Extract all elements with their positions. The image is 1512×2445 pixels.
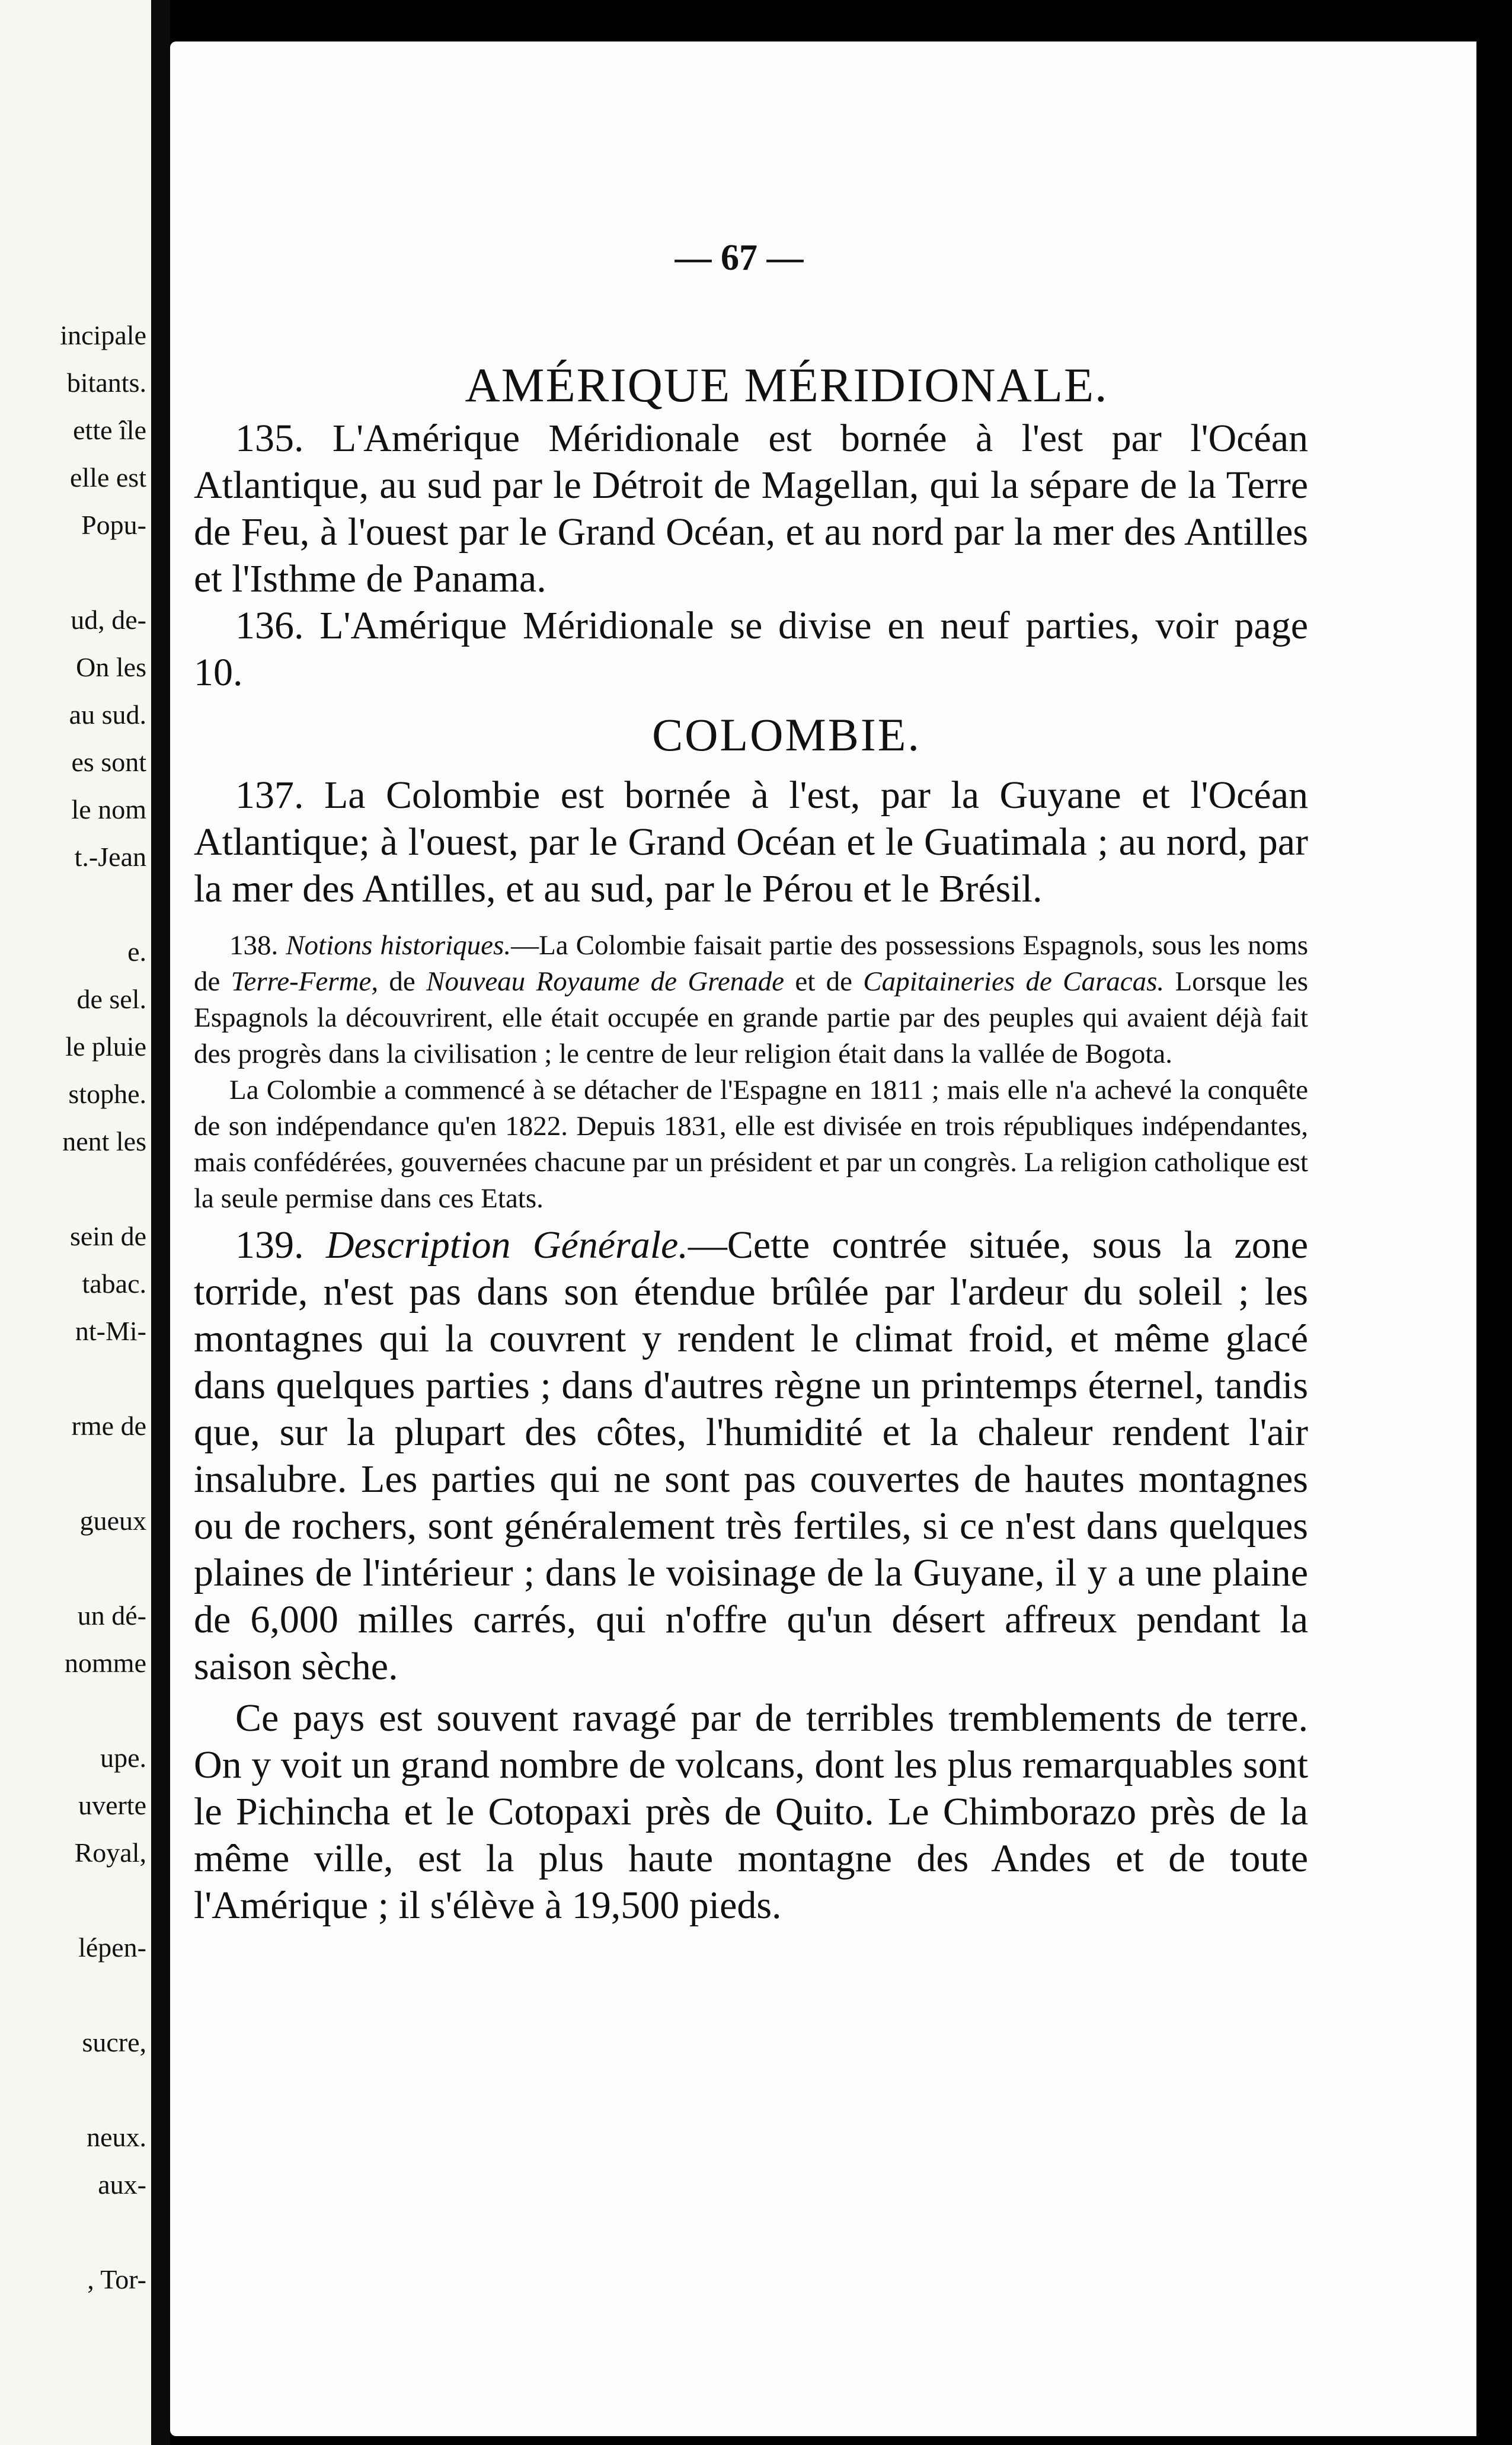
previous-page-line: es sont xyxy=(71,747,146,777)
previous-page-line: upe. xyxy=(100,1743,146,1773)
previous-page-line: bitants. xyxy=(66,367,146,398)
previous-page-line: nent les xyxy=(62,1126,146,1156)
paragraph-text: La Colombie a commencé à se détacher de l'Espagne en 1811 ; mais elle n'a achevé la conquête de son indépendance qu'en 1822. Depuis 1831, elle est divisée en trois républiques indépendantes, mais confédérées, gouvernées chacune par un président et par un congrès. La religion catholique est la seule permise dans ces Etats. xyxy=(194,1075,1308,1214)
paragraph-title: Description Générale. xyxy=(325,1223,688,1267)
previous-page-line: sucre, xyxy=(82,2027,146,2057)
paragraph-text: La Colombie est bornée à l'est, par la Guyane et l'Océan Atlantique; à l'ouest, par le Grand Océan et le Guatimala ; au nord, par la mer des Antilles, et au sud, par le Pérou et le Brésil. xyxy=(194,774,1308,910)
previous-page-line: au sud. xyxy=(69,699,146,730)
section-heading-colombie: COLOMBIE. xyxy=(652,709,921,760)
page-body xyxy=(194,255,1308,1929)
paragraph-text: L'Amérique Méridionale est bornée à l'est par l'Océan Atlantique, au sud par le Détroit de Magellan, qui la sépare de la Terre de Feu, à l'ouest par le Grand Océan, et au nord par la mer des Antilles et l'Isthme de Panama. xyxy=(194,417,1309,600)
previous-page-line: sein de xyxy=(69,1221,146,1251)
paragraph-text: —Cette contrée située, sous la zone torride, n'est pas dans son étendue brûlée par l'ardeur du soleil ; les montagnes qui la couvrent y rendent le climat froid, et même glacé dans quelques parties ; dans d'autres règne un printemps éternel, tandis que, sur la plupart des côtes, l'humidité et la chaleur rendent l'air insalubre. Les parties qui ne sont pas couvertes de hautes montagnes ou de rochers, sont généralement très fertiles, si ce n'est dans quelques plaines de l'intérieur ; dans le voisinage de la Guyane, il y a une plaine de 6,000 milles carrés, qui n'offre qu'un désert affreux pendant la saison sèche. xyxy=(194,1223,1309,1688)
previous-page-line: Popu- xyxy=(81,510,146,540)
previous-page-line: t.-Jean xyxy=(74,842,146,872)
previous-page-line: nomme xyxy=(65,1648,146,1678)
paragraph-number: 135. xyxy=(235,417,304,460)
previous-page-line: On les xyxy=(76,652,146,682)
paragraph-number: 139. xyxy=(235,1223,304,1267)
paragraph-number: 138. xyxy=(229,930,279,961)
previous-page-line: elle est xyxy=(70,462,146,493)
previous-page-line: aux- xyxy=(98,2169,146,2200)
paragraph-text: Lorsque les Espagnols la découvrirent, elle était occupée en grande partie par des peuples qui avaient déjà fait des progrès dans la civilisation ; le centre de leur religion était dans la vallée de Bogota. xyxy=(194,966,1308,1069)
paragraph-text: Ce pays est souvent ravagé par de terribles tremblements de terre. On y voit un grand nombre de volcans, dont les plus remarquables sont le Pichincha et le Cotopaxi près de Quito. Le Chimborazo près de la même ville, est la plus haute montagne des Andes et de toute l'Amérique ; il s'élève à 19,500 pieds. xyxy=(194,1696,1308,1927)
paragraph-139-continued xyxy=(194,1695,1308,1929)
book-page xyxy=(170,41,1476,2436)
paragraph-text: —La Colombie faisait partie des possessions Espagnols, sous les noms de xyxy=(194,930,1309,997)
previous-page-line: stophe. xyxy=(68,1079,146,1109)
previous-page-line: uverte xyxy=(78,1790,146,1820)
paragraph-text: L'Amérique Méridionale se divise en neuf parties, voir page 10. xyxy=(194,604,1308,694)
previous-page-line: incipale xyxy=(60,320,146,350)
paragraph-number: 137. xyxy=(235,774,304,817)
page-number: — 67 — xyxy=(675,238,804,278)
previous-page-line: ette île xyxy=(73,415,146,445)
paragraph-139 xyxy=(194,1222,1308,1690)
previous-page-line: tabac. xyxy=(82,1268,146,1299)
previous-page-line: neux. xyxy=(87,2122,146,2152)
italic-term: Nouveau Royaume de Grenade xyxy=(426,966,785,997)
previous-page-line: ud, de- xyxy=(71,605,146,635)
previous-page-line: lépen- xyxy=(78,1932,146,1963)
previous-page-line: e. xyxy=(127,937,146,967)
previous-page-line: gueux xyxy=(79,1506,146,1536)
paragraph-135 xyxy=(194,415,1308,602)
section-heading-amerique: AMÉRIQUE MÉRIDIONALE. xyxy=(465,358,1108,412)
previous-page-line: Royal, xyxy=(74,1837,146,1868)
previous-page-line: nt-Mi- xyxy=(75,1316,146,1346)
paragraph-138 xyxy=(194,928,1308,1072)
paragraph-text: de xyxy=(378,966,427,997)
previous-page-line: rme de xyxy=(71,1411,146,1441)
previous-page-line: , Tor- xyxy=(87,2264,146,2294)
previous-page-line: de sel. xyxy=(76,984,146,1014)
previous-page-line: le nom xyxy=(71,794,146,824)
previous-page-line: le pluie xyxy=(65,1031,146,1062)
paragraph-title: Notions historiques. xyxy=(286,930,512,961)
book-gutter xyxy=(151,0,170,2445)
paragraph-136 xyxy=(194,602,1308,696)
paragraph-138-continued xyxy=(194,1072,1308,1217)
paragraph-number: 136. xyxy=(235,604,304,647)
previous-page-line: un dé- xyxy=(77,1600,146,1631)
paragraph-137 xyxy=(194,772,1308,912)
previous-page-fragment xyxy=(0,0,151,2445)
paragraph-text: et de xyxy=(784,966,864,997)
italic-term: Terre-Ferme, xyxy=(231,966,379,997)
italic-term: Capitaineries de Caracas. xyxy=(863,966,1165,997)
